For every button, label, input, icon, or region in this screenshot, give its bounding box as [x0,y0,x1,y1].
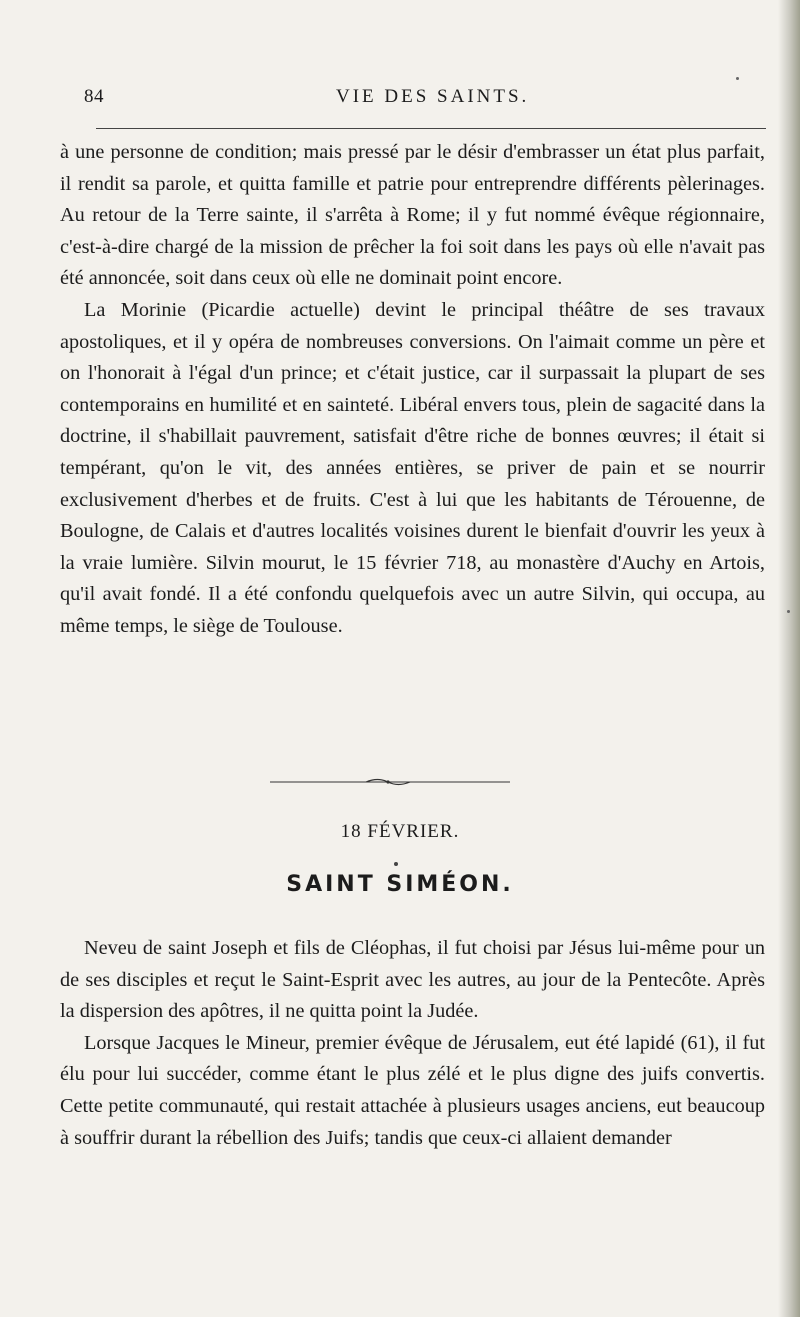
saint-title-heading: SAINT SIMÉON. [286,872,514,897]
header-rule [96,128,766,129]
running-head-title: VIE DES SAINTS. [336,86,530,107]
paper-speck [787,610,790,613]
paragraph-simeon-2: Lorsque Jacques le Mineur, premier évêque de Jérusalem, eut été lapidé (61), il fut élu pour lui succéder, comme étant le plus zélé et le plus digne des juifs convertis. Cette petite communauté, qui restait attachée à plusieurs usages anciens, eut beaucoup à souffrir durant la rébellion des Juifs; tandis que ceux-ci allaient demander [60,1031,765,1149]
paragraph-silvin-1: à une personne de condition; mais pressé par le désir d'embrasser un état plus parfait, il rendit sa parole, et quitta famille et patrie pour entreprendre différents pèlerinages. Au retour de la Terre sainte, il s'arrêta à Rome; il y fut nommé évêque régionnaire, c'est-à-dire chargé de la mission de prêcher la foi soit dans les pays où elle n'avait pas été annoncée, soit dans ceux où elle ne dominait point encore. [60,141,765,290]
page-edge-shadow [778,0,800,1317]
paragraph-silvin-2: La Morinie (Picardie actuelle) devint le principal théâtre de ses travaux apostoliques, et il y opéra de nombreuses conversions. On l'aimait comme un père et on l'honorait à l'égal d'un prince; et c'était justice, car il surpassait la plupart de ses contemporains en humilité et en sainteté. Libéral envers tous, plein de sagacité dans la doctrine, il s'habillait pauvrement, satisfait d'être riche de bonnes œuvres; il était si tempérant, qu'on le vit, des années entières, se priver de pain et se nourrir exclusivement d'herbes et de fruits. C'est à lui que les habitants de Térouenne, de Boulogne, de Calais et d'autres localités voisines durent le bienfait d'ouvrir les yeux à la vraie lumière. Silvin mourut, le 15 février 718, au monastère d'Auchy en Artois, qu'il avait fondé. Il a été confondu quelquefois avec un autre Silvin, qui occupa, au même temps, le siège de Toulouse. [60,298,765,637]
section-silvin-text [60,137,765,643]
date-heading: 18 FÉVRIER. [340,821,460,842]
page-number: 84 [84,86,104,107]
paragraph-simeon-1: Neveu de saint Joseph et fils de Cléophas, il fut choisi par Jésus lui-même pour un de ses disciples et reçut le Saint-Esprit avec les autres, au jour de la Pentecôte. Après la dispersion des apôtres, il ne quitta point la Judée. [60,937,765,1023]
paper-speck [736,77,739,80]
section-simeon-text [60,933,765,1154]
heading-dot [394,862,398,866]
section-divider-ornament [270,776,510,788]
